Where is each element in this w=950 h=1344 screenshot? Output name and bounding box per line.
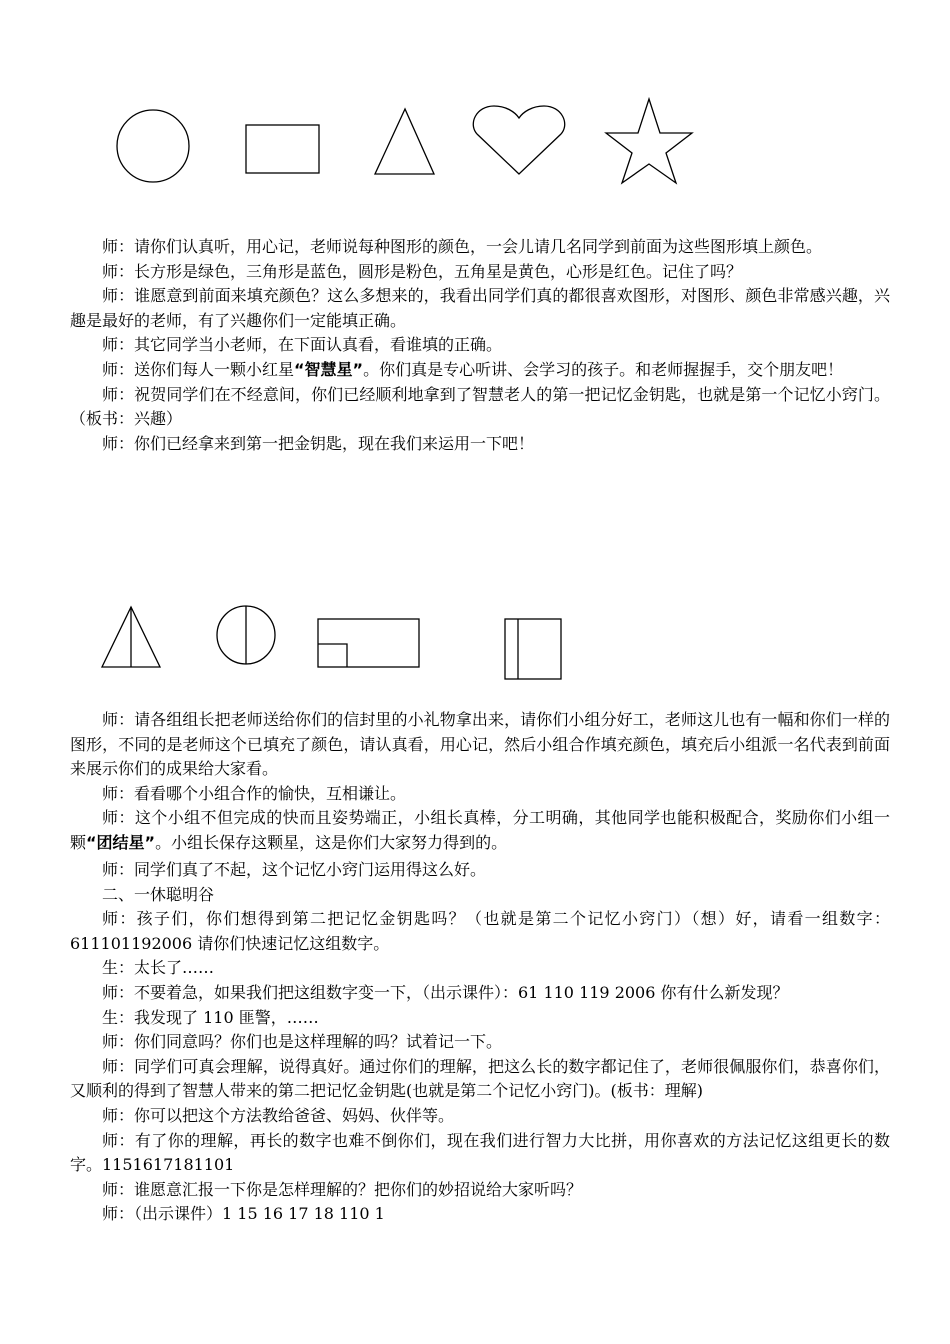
heart-shape — [473, 106, 564, 174]
section-number-memory — [70, 858, 890, 1227]
section-memory-colors — [70, 235, 890, 456]
paragraph: 生：太长了…… — [102, 958, 215, 978]
rectangle-shape — [246, 125, 319, 173]
paragraph: 师：你可以把这个方法教给爸爸、妈妈、伙伴等。 — [102, 1105, 455, 1125]
unity-star-label: “团结星” — [86, 832, 156, 852]
paragraph: 师：同学们可真会理解，说得真好。通过你们的理解，把这么长的数字都记住了，老师很佩服你们，恭喜你们，又顺利的得到了智慧人带来的第二把记忆金钥匙(也就是第二个记忆小窍门)。(板书：理解) — [70, 1056, 890, 1101]
award-text: 。小组长保存这颗星，这是你们大家努力得到的。 — [155, 832, 508, 852]
paragraph: 师：请你们认真听，用心记，老师说每种图形的颜色，一会儿请几名同学到前面为这些图形填上颜色。 — [102, 237, 823, 256]
section-heading: 二、一休聪明谷 — [102, 884, 215, 904]
section-group-coloring — [70, 708, 890, 856]
circle-shape — [117, 110, 189, 182]
shapes-row-colors — [0, 90, 950, 200]
paragraph: 师：有了你的理解，再长的数字也难不倒你们，现在我们进行智力大比拼，用你喜欢的方法记忆这组更长的数字。1151617181101 — [70, 1130, 890, 1175]
paragraph-award-unity-star — [70, 806, 890, 855]
paragraph: 师：不要着急，如果我们把这组数字变一下，（出示课件）：61 110 119 2006 你有什么新发现？ — [102, 982, 789, 1002]
paragraph: 师：看看哪个小组合作的愉快，互相谦让。 — [102, 783, 407, 803]
paragraph: 生：我发现了 110 匪警，…… — [102, 1007, 319, 1027]
paragraph: 师：你们同意吗？你们也是这样理解的吗？试着记一下。 — [102, 1032, 503, 1052]
paragraph: 师：谁愿意汇报一下你是怎样理解的？把你们的妙招说给大家听吗？ — [102, 1179, 583, 1199]
paragraph: 师：同学们真了不起，这个记忆小窍门运用得这么好。 — [102, 860, 487, 879]
star-shape — [606, 99, 692, 183]
paragraph-award-wisdom-star — [70, 358, 890, 383]
divided-triangle-shape — [102, 607, 160, 667]
paragraph: 师：孩子们，你们想得到第二把记忆金钥匙吗？（也就是第二个记忆小窍门）（想）好，请看一组数字：611101192006 请你们快速记忆这组数字。 — [70, 909, 890, 953]
divided-rectangle-shape — [318, 619, 419, 667]
divided-circle-shape — [217, 606, 275, 664]
award-text: 师：这个小组不但完成的快而且姿势端正，小组长真棒，分工明确，其他同学也能积极配合，奖励你们小组一颗 — [70, 808, 890, 852]
shapes-row-divided — [0, 600, 950, 690]
paragraph: 师：你们已经拿来到第一把金钥匙，现在我们来运用一下吧！ — [102, 433, 535, 453]
triangle-shape — [375, 109, 434, 174]
divided-square-shape — [505, 619, 561, 679]
paragraph: 师：请各组组长把老师送给你们的信封里的小礼物拿出来，请你们小组分好工，老师这儿也有一幅和你们一样的图形，不同的是老师这个已填充了颜色，请认真看，用心记，然后小组合作填充颜色，填充后小组派一名代表到前面来展示你们的成果给大家看。 — [70, 710, 890, 779]
paragraph: 师：长方形是绿色，三角形是蓝色，圆形是粉色，五角星是黄色，心形是红色。记住了吗？ — [102, 261, 743, 281]
wisdom-star-label: “智慧星” — [294, 359, 364, 379]
award-text: 师：送你们每人一颗小红星 — [102, 359, 295, 379]
paragraph: 师：其它同学当小老师，在下面认真看，看谁填的正确。 — [102, 335, 503, 355]
paragraph: 师：祝贺同学们在不经意间，你们已经顺利地拿到了智慧老人的第一把记忆金钥匙，也就是第一个记忆小窍门。（板书：兴趣） — [70, 384, 890, 429]
paragraph: 师：谁愿意到前面来填充颜色？这么多想来的，我看出同学们真的都很喜欢图形，对图形、颜色非常感兴趣，兴趣是最好的老师，有了兴趣你们一定能填正确。 — [70, 286, 890, 330]
award-text: 。你们真是专心听讲、会学习的孩子。和老师握握手，交个朋友吧！ — [363, 359, 844, 379]
paragraph: 师：（出示课件）1 15 16 17 18 110 1 — [102, 1204, 385, 1224]
